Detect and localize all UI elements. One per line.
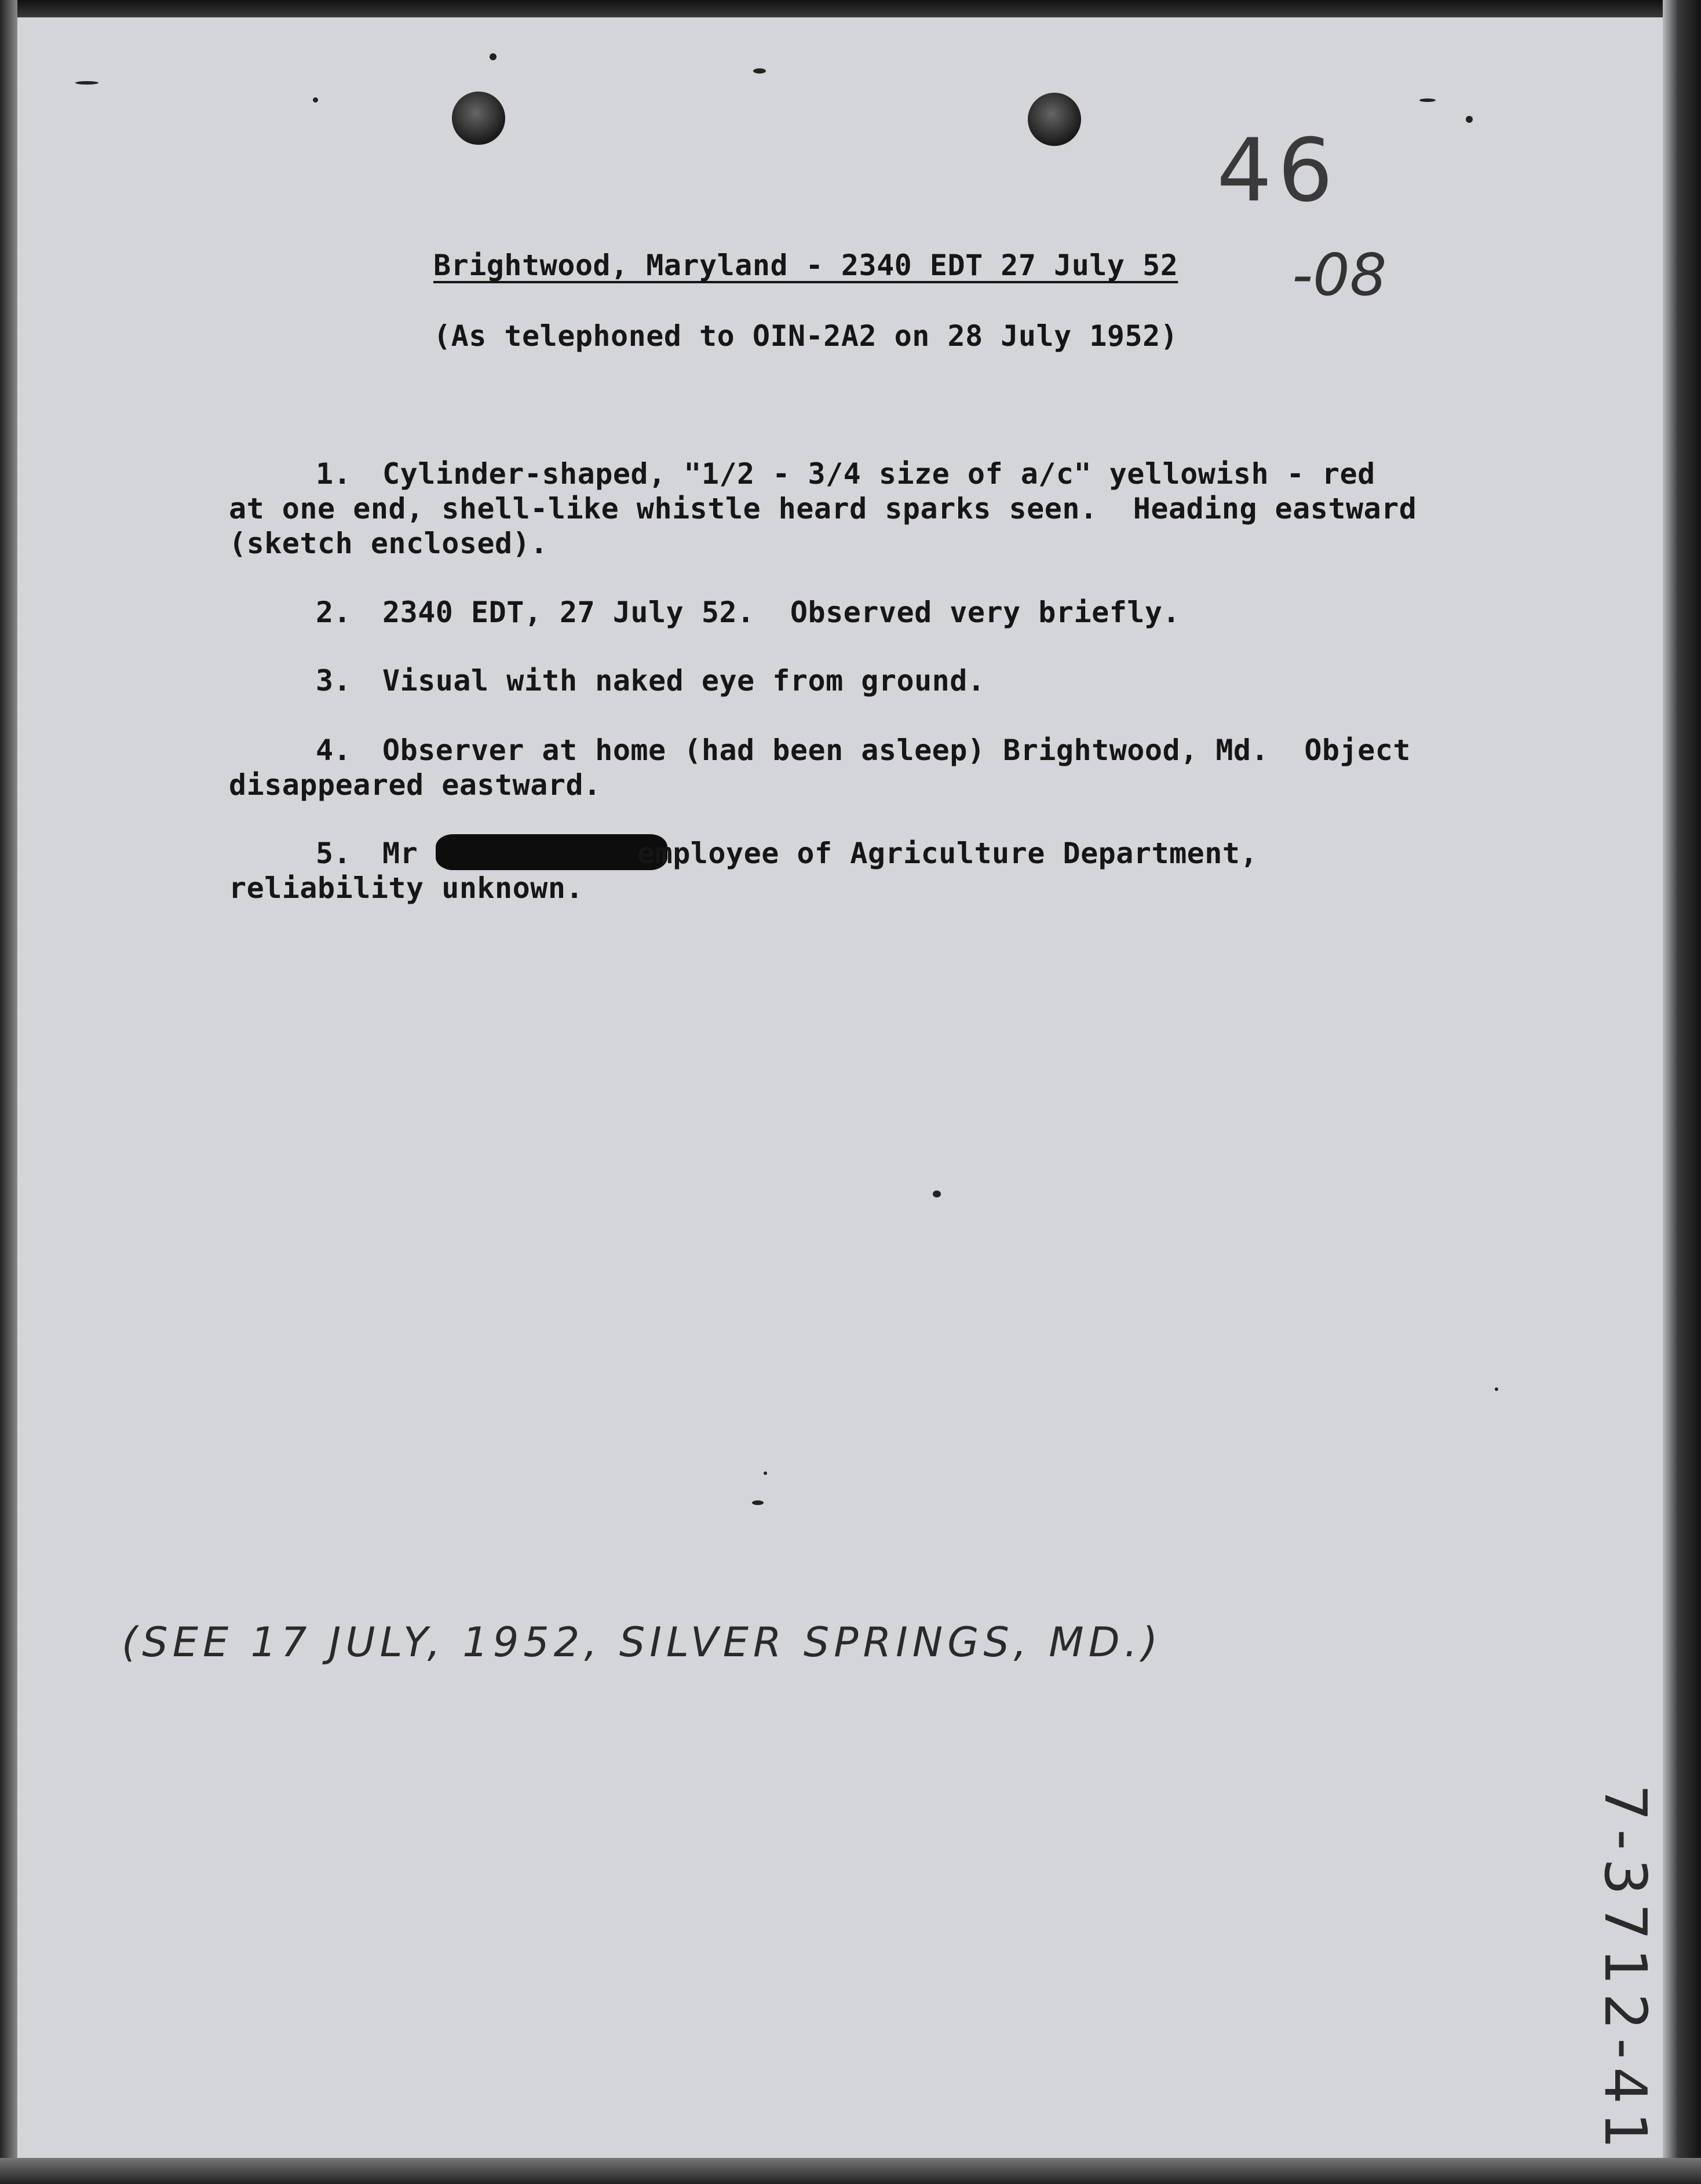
scan-border-top — [0, 0, 1701, 17]
scan-speck — [1466, 116, 1473, 123]
item-text-line: Mr — [382, 837, 418, 870]
item-text-line: Cylinder-shaped, "1/2 - 3/4 size of a/c" yellowish - red — [382, 457, 1375, 491]
scan-speck — [75, 81, 98, 85]
item-number: 3. — [316, 664, 352, 697]
document-title: Brightwood, Maryland - 2340 EDT 27 July 52 — [433, 249, 1178, 282]
scan-speck — [313, 97, 318, 103]
handwritten-annotation: -08 — [1292, 241, 1387, 309]
scan-speck — [764, 1471, 767, 1475]
item-number: 4. — [316, 733, 352, 767]
handwritten-page-number: 46 — [1217, 120, 1339, 221]
punch-hole-left — [452, 92, 505, 145]
handwritten-note: (SEE 17 JULY, 1952, SILVER SPRINGS, MD.) — [122, 1619, 1163, 1666]
item-text-line: reliability unknown. — [229, 871, 584, 905]
item-text-line: at one end, shell-like whistle heard sparks seen. Heading eastward — [229, 492, 1417, 525]
handwritten-file-number: 7-3712-41 — [1592, 1784, 1659, 2157]
scan-speck — [752, 1500, 764, 1505]
item-text-line: Observer at home (had been asleep) Brightwood, Md. Object — [382, 733, 1411, 767]
item-text-line: disappeared eastward. — [229, 768, 601, 802]
scan-border-left — [0, 0, 17, 2184]
scan-speck — [1495, 1387, 1498, 1391]
scan-speck — [933, 1190, 941, 1197]
scan-border-right — [1663, 0, 1701, 2184]
item-text-line: (sketch enclosed). — [229, 527, 548, 560]
scan-border-bottom — [0, 2158, 1701, 2184]
item-number: 5. — [316, 837, 352, 870]
item-text-line: Visual with naked eye from ground. — [382, 664, 985, 697]
scan-speck — [753, 68, 766, 74]
document-subtitle: (As telephoned to OIN-2A2 on 28 July 1952) — [433, 319, 1178, 353]
punch-hole-right — [1028, 93, 1081, 146]
item-number: 2. — [316, 596, 352, 629]
item-text-line: employee of Agriculture Department, — [637, 837, 1258, 870]
item-number: 1. — [316, 457, 352, 491]
redaction-mark — [436, 834, 667, 870]
scan-speck — [1419, 98, 1436, 102]
scan-speck — [490, 53, 497, 60]
item-text-line: 2340 EDT, 27 July 52. Observed very briefly. — [382, 596, 1181, 629]
